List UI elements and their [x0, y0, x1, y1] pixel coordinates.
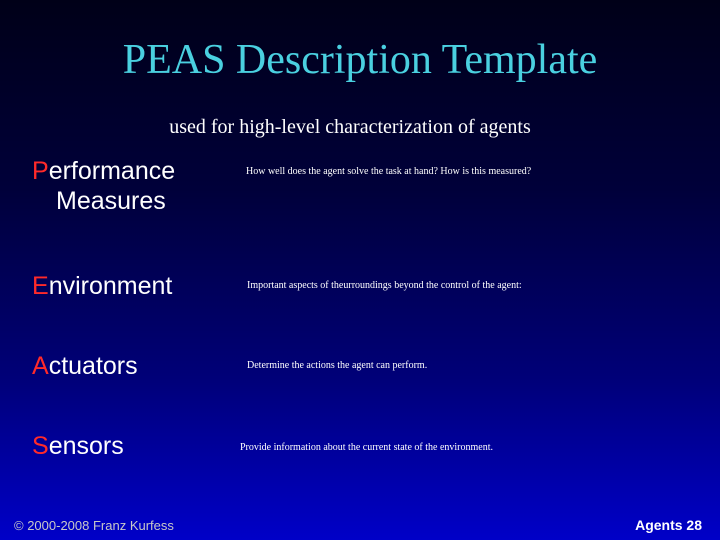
- term-initial: P: [32, 157, 49, 185]
- term-initial: A: [32, 352, 49, 380]
- term-sensors: [32, 431, 124, 461]
- description-actuators: Determine the actions the agent can perform.: [247, 360, 428, 371]
- page-number: Agents 28: [635, 517, 702, 533]
- copyright-footer: © 2000-2008 Franz Kurfess: [14, 518, 174, 533]
- term-environment: [32, 271, 172, 301]
- description-environment: Important aspects of theurroundings beyond the control of the agent:: [247, 280, 522, 291]
- description-sensors: Provide information about the current state of the environment.: [240, 442, 493, 453]
- term-initial: S: [32, 432, 49, 460]
- term-rest: nvironment: [48, 272, 173, 300]
- term-actuators: [32, 351, 138, 381]
- term-rest: erformance: [48, 157, 176, 185]
- term-rest: ctuators: [48, 352, 138, 380]
- term-performance-measures: [32, 156, 175, 216]
- term-rest: ensors: [48, 432, 124, 460]
- slide-title: PEAS Description Template: [122, 37, 598, 83]
- term-initial: E: [32, 272, 49, 300]
- slide-subtitle: used for high-level characterization of agents: [169, 116, 531, 138]
- description-performance-measures: How well does the agent solve the task at hand? How is this measured?: [246, 166, 532, 177]
- term-line2: Measures: [56, 187, 166, 215]
